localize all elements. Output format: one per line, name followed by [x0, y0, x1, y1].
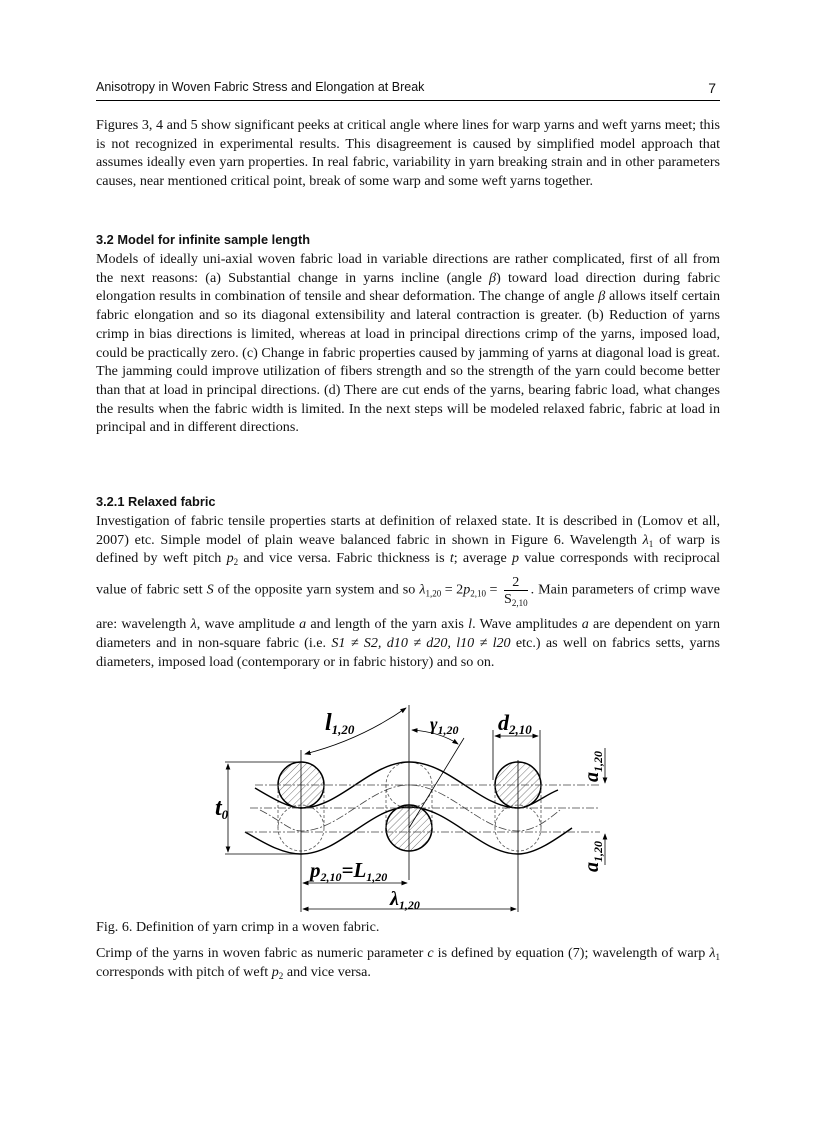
figure-caption: Fig. 6. Definition of yarn crimp in a woven fabric. [96, 919, 380, 935]
svg-text:d2,10: d2,10 [498, 710, 532, 737]
paragraph-2: Models of ideally uni-axial woven fabric load in variable directions are rather complicated, first of all from the next reasons: (a) Substantial change in yarns incline (angle β) toward load direction during fabric elongation results in combination of tensile and shear deformation. The change of angle β allows itself certain fabric elongation and so its diagonal extensibility and lateral contraction is greater. (b) Reduction of yarns crimp in bias directions is limited, whereas at load in principal directions crimp of the yarns, imposed load, could be practically zero. (c) Change in fabric properties caused by jamming of yarns at diagonal load is great. The jamming could improve utilization of fibers strength and so the strength of the yarn could become better than that at load in principal directions. (d) There are cut ends of the yarns, bearing fabric load, what changes the results when the fabric width is limited. In the next steps will be modeled relaxed fabric, fabric at load in principal and in different directions. [96, 251, 720, 436]
svg-text:l1,20: l1,20 [325, 710, 355, 737]
svg-text:t0: t0 [215, 795, 229, 822]
yarn-crimp-diagram [200, 700, 620, 920]
svg-text:a1,20: $a_{1,20}$ [581, 841, 605, 872]
header-title: Anisotropy in Woven Fabric Stress and Elongation at Break [96, 80, 425, 94]
paragraph-3: Investigation of fabric tensile properties starts at definition of relaxed state. It is described in (Lomov et all, 2007) etc. Simple model of plain weave balanced fabric in shown in Figure 6. Wavelength $\lambda_1$ of warp is defined by weft pitch $p_2$ and vice versa. Fabric thickness is t; average p value corresponds with reciprocal value of fabric sett S of the opposite yarn system and so $\lambda_{1,20} = 2p_{2,10}$ = $\frac{2}{S_{2,10}}$ . Main parameters of crimp wave are: wavelength λ, wave amplitude a and length of the yarn axis l. Wave amplitudes a are dependent on yarn diameters and in non-square fabric (i.e. S1 ≠ S2, d10 ≠ d20, l10 ≠ l20 etc.) as well on fabrics setts, yarns diameters, imposed load (contemporary or in fabric history) and so on. [96, 513, 721, 670]
svg-text:a1,20: $a_{1,20}$ [581, 751, 605, 782]
section-heading-3-2-1: 3.2.1 Relaxed fabric [96, 494, 216, 509]
section-heading-3-2: 3.2 Model for infinite sample length [96, 232, 311, 247]
paragraph-4: Crimp of the yarns in woven fabric as numeric parameter c is defined by equation (7); wavelength of warp $\lambda_1$ corresponds with pitch of weft $p_2$ and vice versa. [96, 945, 720, 981]
paragraph-1: Figures 3, 4 and 5 show significant peeks at critical angle where lines for warp yarns and weft yarns meet; this is not recognized in experimental results. This disagreement is caused by simplified model approach that assumes ideally even yarn properties. In real fabric, variability in yarn breaking strain and in other parameters causes, near mentioned critical point, break of some warp and some weft yarns together. [96, 117, 720, 190]
svg-text:λ1,20: $\lambda_{1,20}$ [390, 888, 420, 912]
svg-text:γ1,20: $\gamma_{1,20}$ [430, 714, 459, 737]
running-header [96, 80, 720, 101]
equation: $\lambda_{1,20} = 2p_{2,10}$ = $\frac{2}{S_{2,10}}$ [419, 574, 528, 609]
page-number: 7 [708, 80, 716, 96]
svg-text:p2,10=L1,20: p2,10=L1,20 [310, 858, 388, 884]
